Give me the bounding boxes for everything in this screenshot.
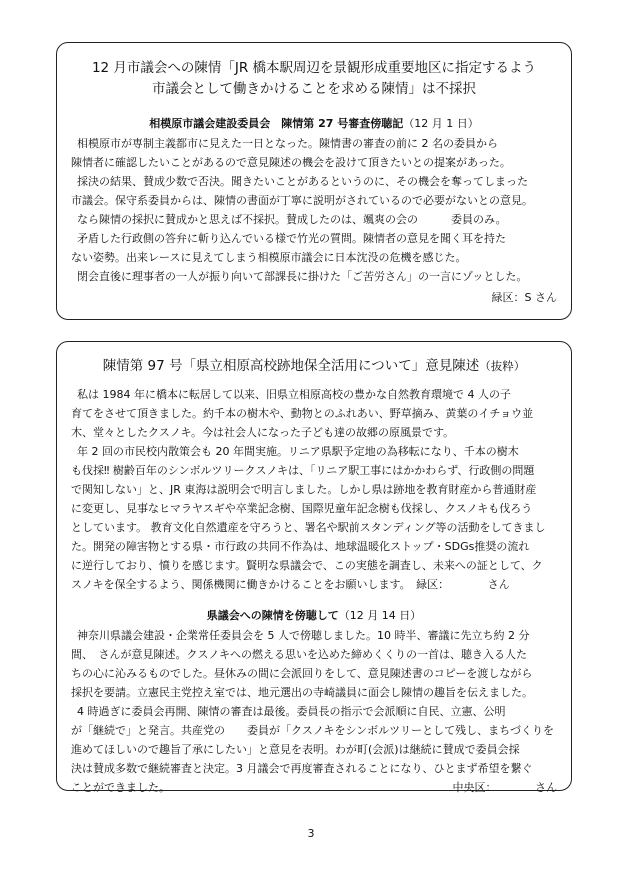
title-note: （抜粋） bbox=[479, 359, 526, 373]
paragraph-line: 年 2 回の市民校内散策会も 20 年間実施。リニア県駅予定地の為移転になり、千本の樹木 bbox=[77, 445, 519, 458]
paragraph-line: ない姿勢。出来レースに見えてしまう相模原市議会に日本沈没の危機を感じた。 bbox=[71, 251, 467, 264]
paragraph-line: も伐採‼ 樹齢百年のシンボルツリークスノキは、「リニア駅工事にはかかわらず、行政側の問題 bbox=[71, 464, 535, 477]
paragraph-line: た。開発の障害物とする県・市行政の共同不作為は、地球温暖化ストップ・SDGs推奨の流れ bbox=[71, 540, 530, 553]
section-subtitle bbox=[57, 607, 571, 623]
article-box-petition-27 bbox=[56, 42, 572, 320]
article-box-petition-97 bbox=[56, 341, 572, 794]
page-number: 3 bbox=[307, 827, 315, 840]
paragraph-line: で関知しない」と、JR 東海は説明会で明言しました。しかし県は跡地を教育財産から普通財産 bbox=[71, 483, 537, 496]
article-title-line-2: 市議会として働きかけることを求める陳情」は不採択 bbox=[152, 81, 476, 97]
paragraph-line: 進めてほしいので趣旨了承にしたい」と意見を表明。わが町(会派)は継続に賛成で委員会採 bbox=[71, 743, 520, 756]
paragraph-line: 矛盾した行政側の答弁に斬り込んでいる様で竹光の質問。陳情者の意見を聞く耳を持た bbox=[77, 232, 506, 245]
paragraph-line: 採決の結果、賛成少数で否決。聞きたいことがあるというのに、その機会を奪ってしまった bbox=[77, 175, 528, 188]
article-subtitle bbox=[57, 115, 571, 131]
article-title bbox=[57, 354, 571, 374]
article-title-line-1: 12 月市議会への陳情「JR 橋本駅周辺を景観形成重要地区に指定するよう bbox=[91, 60, 537, 76]
paragraph-line: 市議会。保守系委員からは、陳情の書面が丁寧に説明がされているので必要がないとの意見。 bbox=[71, 194, 533, 207]
subtitle-date: （12 月 1 日） bbox=[403, 117, 479, 130]
subtitle-text: 相模原市議会建設委員会 陳情第 27 号審査傍聴記 bbox=[149, 117, 404, 130]
paragraph-line: 私は 1984 年に橋本に転居して以来、旧県立相原高校の豊かな自然教育環境で 4 人の子 bbox=[77, 388, 511, 401]
subtitle-text: 県議会への陳情を傍聴して bbox=[206, 609, 339, 622]
paragraph-line: なら陳情の採択に賛成かと思えば不採択。賛成したのは、颯爽の会の 委員のみ。 bbox=[77, 213, 507, 226]
paragraph-line: 閉会直後に理事者の一人が振り向いて部課長に掛けた「ご苦労さん」の一言にゾッとした。 bbox=[77, 270, 528, 283]
signature: 緑区：S さん bbox=[491, 291, 557, 304]
paragraph-line: スノキを保全するよう、関係機関に働きかけることをお願いします。 緑区： さん bbox=[71, 578, 510, 591]
paragraph-line: 木、堂々としたクスノキ。今は社会人になった子ども達の故郷の原風景です。 bbox=[71, 426, 455, 439]
paragraph-line: 神奈川県議会建設・企業常任委員会を 5 人で傍聴しました。10 時半、審議に先立ち約 2 分 bbox=[77, 629, 530, 642]
title-text: 陳情第 97 号「県立相原高校跡地保全活用について」意見陳述 bbox=[102, 358, 480, 374]
paragraph-line: に逆行しており、憤りを感じます。賢明な県議会で、この実態を調査し、未来への証として、ク bbox=[71, 559, 543, 572]
paragraph-line: ことができました。 bbox=[71, 781, 170, 794]
paragraph-line: が「継続で」と発言。共産党の 委員が「クスノキをシンボルツリーとして残し、まちづくりを bbox=[71, 724, 555, 737]
paragraph-line: ちの心に沁みるものでした。昼休みの間に会派回りをして、意見陳述書のコピーを渡しながら bbox=[71, 667, 533, 680]
paragraph-line: 4 時過ぎに委員会再開、陳情の審査は最後。委員長の指示で会派順に自民、立憲、公明 bbox=[77, 705, 506, 718]
paragraph-line: 陳情者に確認したいことがあるので意見陳述の機会を設けて頂きたいとの提案があった。 bbox=[71, 156, 511, 169]
paragraph-line: としています。 教育文化自然遺産を守ろうと、署名や駅前スタンディング等の活動をしてきまし bbox=[71, 521, 546, 534]
paragraph-line: 相模原市が専制主義都市に見えた一日となった。陳情書の審査の前に 2 名の委員から bbox=[77, 137, 498, 150]
paragraph-line: 育てをさせて頂きました。約千本の樹木や、動物とのふれあい、野草摘み、黄葉のイチョウ並 bbox=[71, 407, 534, 420]
paragraph-line: に変更し、見事なヒマラヤスギや卒業記念樹、国際児童年記念樹も伐採し、クスノキも伐ろう bbox=[71, 502, 533, 515]
signature: 中央区： さん bbox=[452, 781, 557, 794]
paragraph-line: 採択を要請。立憲民主党控え室では、地元選出の寺崎議員に面会し陳情の趣旨を伝えました。 bbox=[71, 686, 533, 699]
paragraph-line: 間、 さんが意見陳述。クスノキへの燃える思いを込めた締めくくりの一首は、聴き入る人た bbox=[71, 648, 527, 661]
subtitle-date: （12 月 14 日） bbox=[338, 609, 422, 622]
paragraph-line: 決は賛成多数で継続審査と決定。3 月議会で再度審査されることになり、ひとまず希望を繋ぐ bbox=[71, 762, 533, 775]
